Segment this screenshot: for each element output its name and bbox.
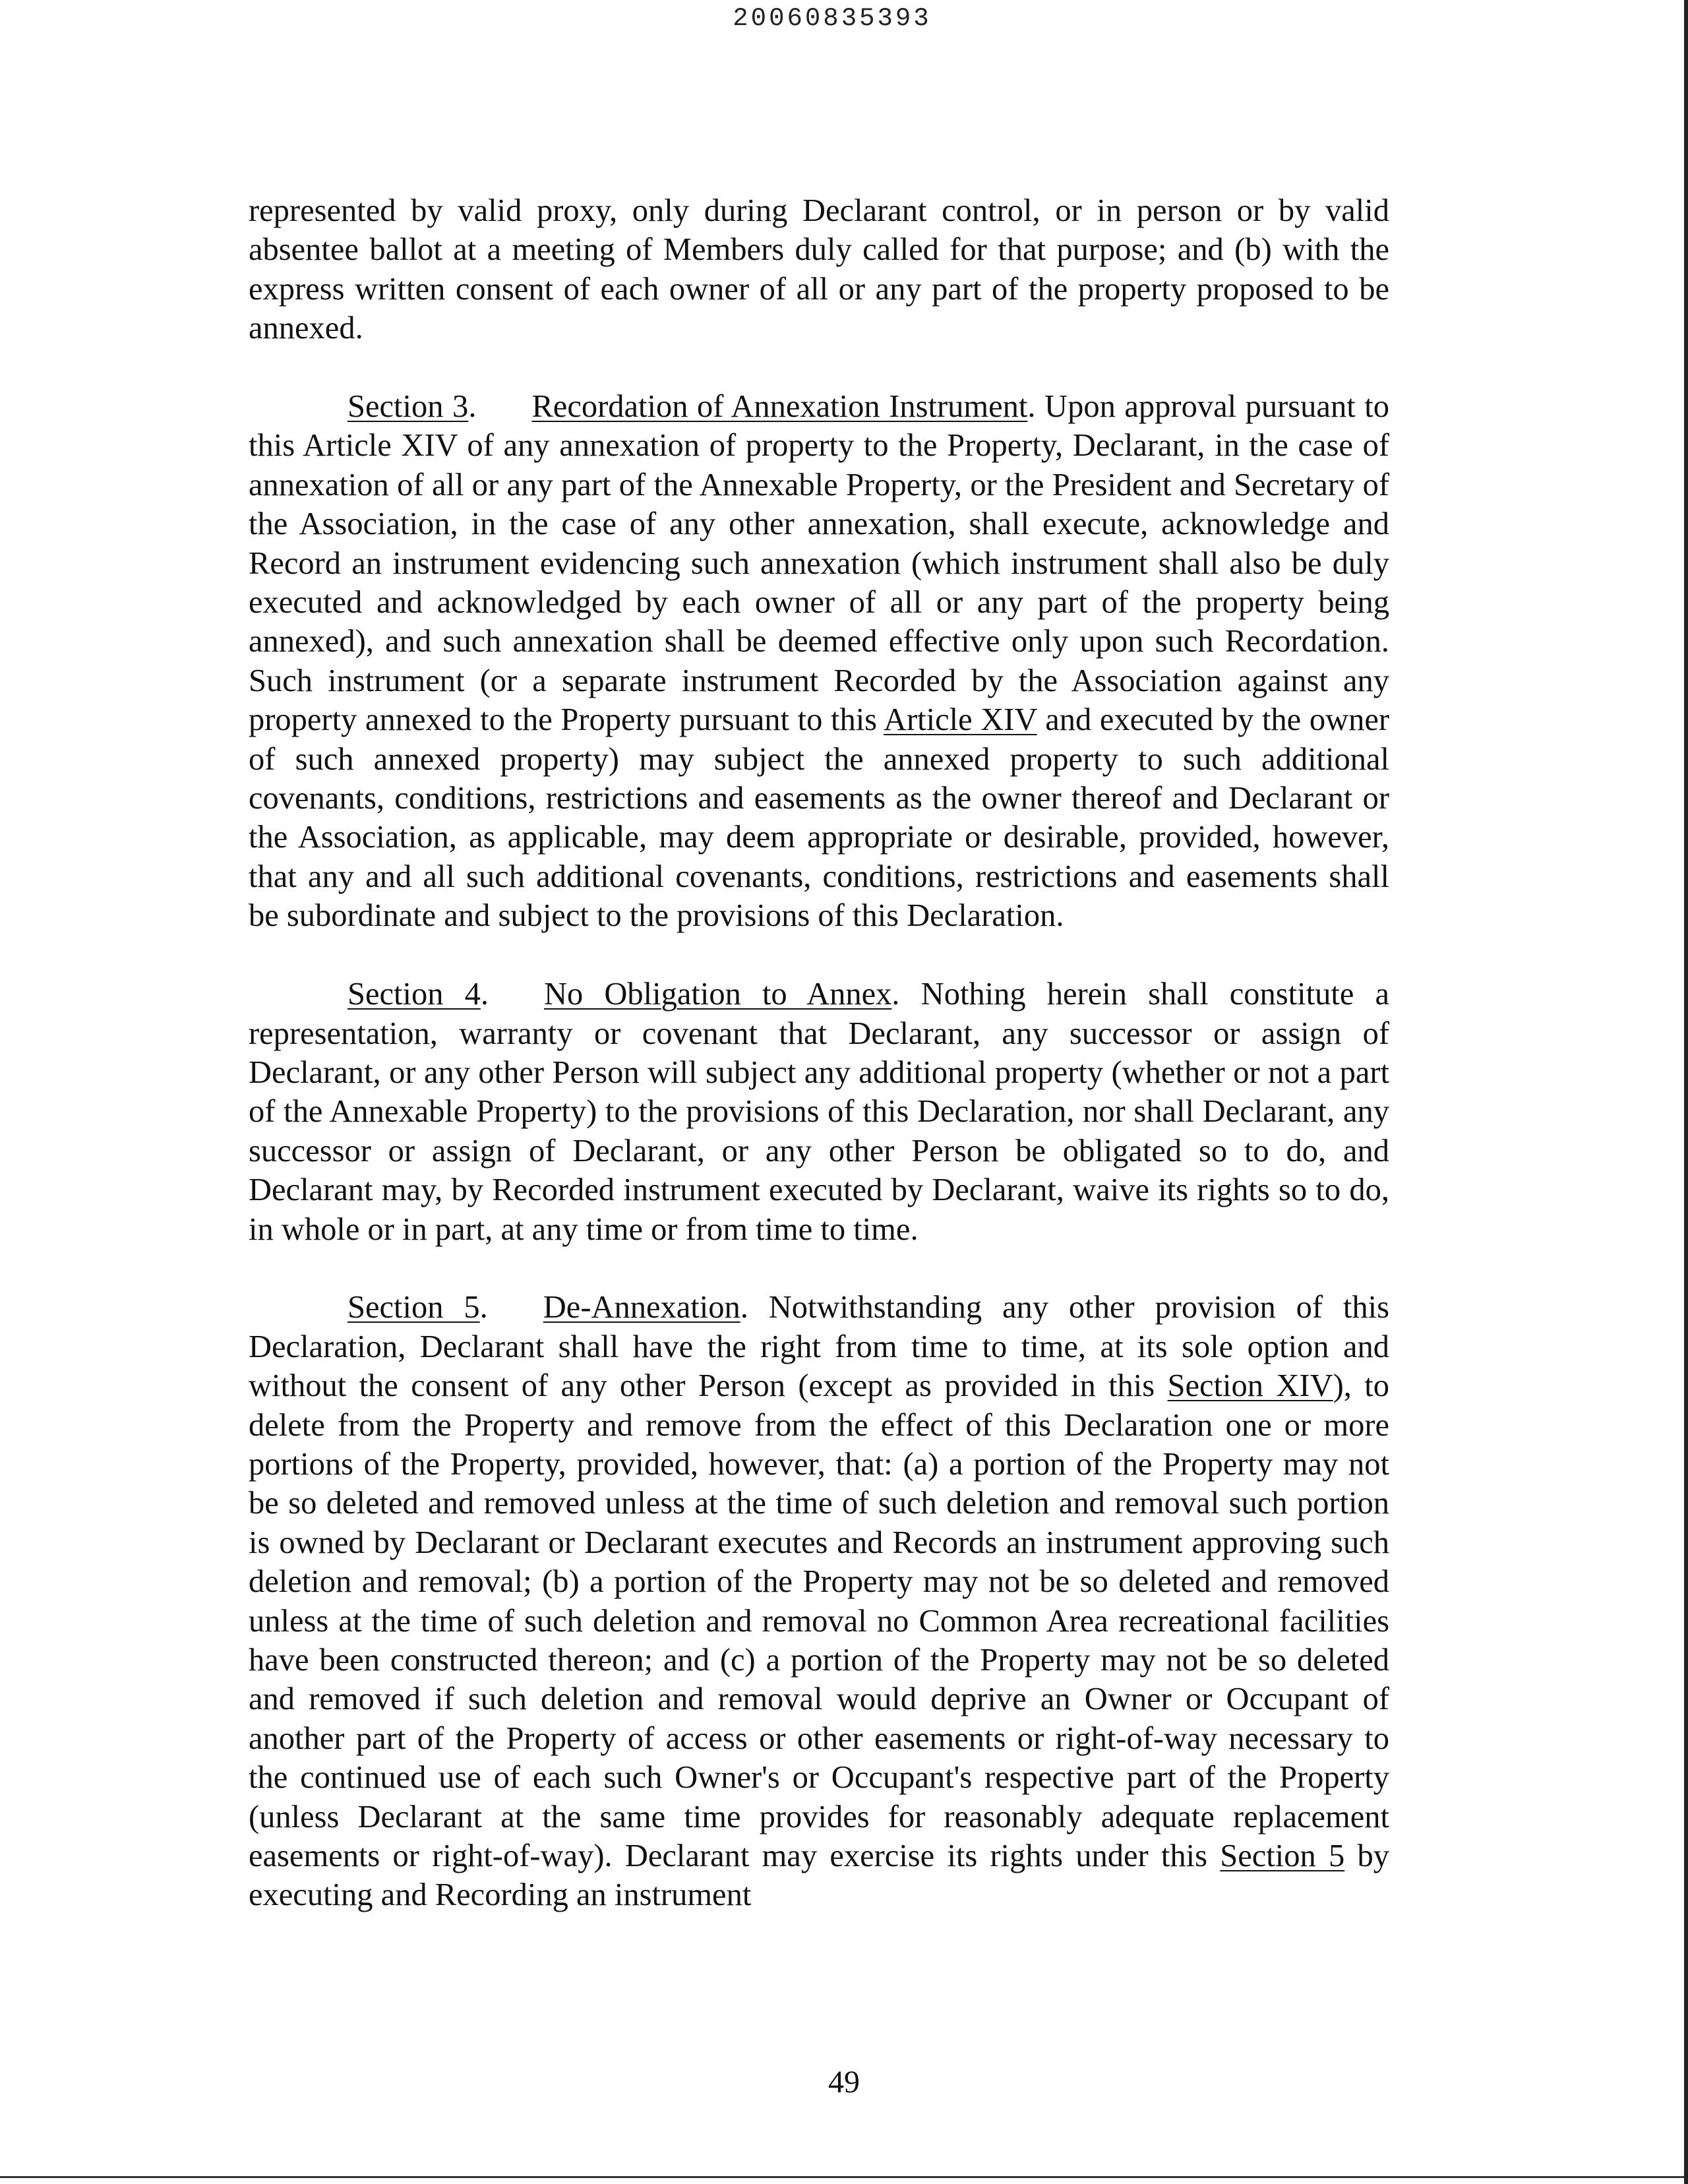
page-edge bbox=[1684, 0, 1688, 2184]
footer-rule bbox=[0, 2176, 1684, 2178]
section-text: by executing and Recording an instrument bbox=[249, 1838, 1390, 1913]
section-title: No Obligation to Annex bbox=[543, 977, 892, 1012]
section-text: ), to delete from the Property and remove from the effect of this Declaration one or more portions of the Property, provided, however, that: (a) a portion of the Property may not be so deleted and removed unless at the time of such deletion and removal such portion is owned by Declarant or Declarant executes and Records an instrument approving such deletion and removal; (b) a portion of the Property may not be so deleted and removed unless at the time of such deletion and removal no Common Area recreational facilities have been constructed thereon; and (c) a portion of the Property may not be so deleted and removed if such deletion and removal would deprive an Owner or Occupant of another part of the Property of access or other easements or right-of-way necessary to the continued use of each such Owner's or Occupant's respective part of the Property (unless Declarant at the same time provides for reasonably adequate replacement easements or right-of-way). Declarant may exercise its rights under this bbox=[249, 1368, 1389, 1874]
section-label: Section 5 bbox=[347, 1290, 480, 1325]
paragraph-text: represented by valid proxy, only during Declarant control, or in person or by valid absentee ballot at a meeting of Members duly called for that purpose; and (b) with the express written consent of each owner of all or any part of the property proposed to be annexed. bbox=[249, 193, 1389, 346]
section-text: Notwithstanding any other provision of this Declaration, Declarant shall have the right from time to time, at its sole option and without the consent of any other Person (except as provided in this bbox=[249, 1290, 1389, 1404]
cross-reference: Section XIV bbox=[1167, 1368, 1333, 1404]
cross-reference: Section 5 bbox=[1220, 1838, 1345, 1874]
section-3-paragraph: Section 3. Recordation of Annexation Instrument. Upon approval pursuant to this Article XIV of any annexation of property to the Property, Declarant, in the case of annexation of all or any part of the Annexable Property, or the President and Secretary of the Association, in the case of any other annexation, shall execute, acknowledge and Record an instrument evidencing such annexation (which instrument shall also be duly executed and acknowledged by each owner of all or any part of the property being annexed), and such annexation shall be deemed effective only upon such Recordation. Such instrument (or a separate instrument Recorded by the Association against any property annexed to the Property pursuant to this Article XIV and executed by the owner of such annexed property) may subject the annexed property to such additional covenants, conditions, restrictions and easements as the owner thereof and Declarant or the Association, as applicable, may deem appropriate or desirable, provided, however, that any and all such additional covenants, conditions, restrictions and easements shall be subordinate and subject to the provisions of this Declaration. bbox=[249, 389, 1390, 934]
section-text: and executed by the owner of such annexed property) may subject the annexed property to such additional covenants, conditions, restrictions and easements as the owner thereof and Declarant or the Association, as applicable, may deem appropriate or desirable, provided, however, that any and all such additional covenants, conditions, restrictions and easements shall be subordinate and subject to the provisions of this Declaration. bbox=[249, 702, 1390, 934]
section-5-paragraph: Section 5. De-Annexation. Notwithstanding any other provision of this Declaration, Declarant shall have the right from time to time, at its sole option and without the consent of any other Person (except as provided in this Section XIV), to delete from the Property and remove from the effect of this Declaration one or more portions of the Property, provided, however, that: (a) a portion of the Property may not be so deleted and removed unless at the time of such deletion and removal such portion is owned by Declarant or Declarant executes and Records an instrument approving such deletion and removal; (b) a portion of the Property may not be so deleted and removed unless at the time of such deletion and removal no Common Area recreational facilities have been constructed thereon; and (c) a portion of the Property may not be so deleted and removed if such deletion and removal would deprive an Owner or Occupant of another part of the Property of access or other easements or right-of-way necessary to the continued use of each such Owner's or Occupant's respective part of the Property (unless Declarant at the same time provides for reasonably adequate replacement easements or right-of-way). Declarant may exercise its rights under this Section 5 by executing and Recording an instrument bbox=[249, 1290, 1390, 1913]
section-text: Nothing herein shall constitute a representation, warranty or covenant that Declarant, any successor or assign of Declarant, or any other Person will subject any additional property (whether or not a part of the Annexable Property) to the provisions of this Declaration, nor shall Declarant, any successor or assign of Declarant, or any other Person be obligated so to do, and Declarant may, by Recorded instrument executed by Declarant, waive its rights so to do, in whole or in part, at any time or from time to time. bbox=[249, 977, 1390, 1247]
section-4-paragraph: Section 4. No Obligation to Annex. Nothing herein shall constitute a representation, warranty or covenant that Declarant, any successor or assign of Declarant, or any other Person will subject any additional property (whether or not a part of the Annexable Property) to the provisions of this Declaration, nor shall Declarant, any successor or assign of Declarant, or any other Person be obligated so to do, and Declarant may, by Recorded instrument executed by Declarant, waive its rights so to do, in whole or in part, at any time or from time to time. bbox=[249, 977, 1390, 1247]
page-number: 49 bbox=[828, 2065, 860, 2100]
section-text: Upon approval pursuant to this Article XIV of any annexation of property to the Property, Declarant, in the case of annexation of all or any part of the Annexable Property, or the President and Secretary of the Association, in the case of any other annexation, shall execute, acknowledge and Record an instrument evidencing such annexation (which instrument shall also be duly executed and acknowledged by each owner of all or any part of the property being annexed), and such annexation shall be deemed effective only upon such Recordation. Such instrument (or a separate instrument Recorded by the Association against any property annexed to the Property pursuant to this bbox=[249, 389, 1389, 738]
section-title: Recordation of Annexation Instrument bbox=[531, 389, 1028, 425]
document-body bbox=[249, 191, 1389, 1954]
cross-reference: Article XIV bbox=[884, 702, 1037, 738]
section-label: Section 3 bbox=[347, 389, 469, 425]
document-number: 20060835393 bbox=[733, 4, 932, 33]
section-title: De-Annexation bbox=[543, 1290, 740, 1325]
section-label: Section 4 bbox=[347, 977, 481, 1012]
paragraph-continuation bbox=[249, 191, 1389, 348]
